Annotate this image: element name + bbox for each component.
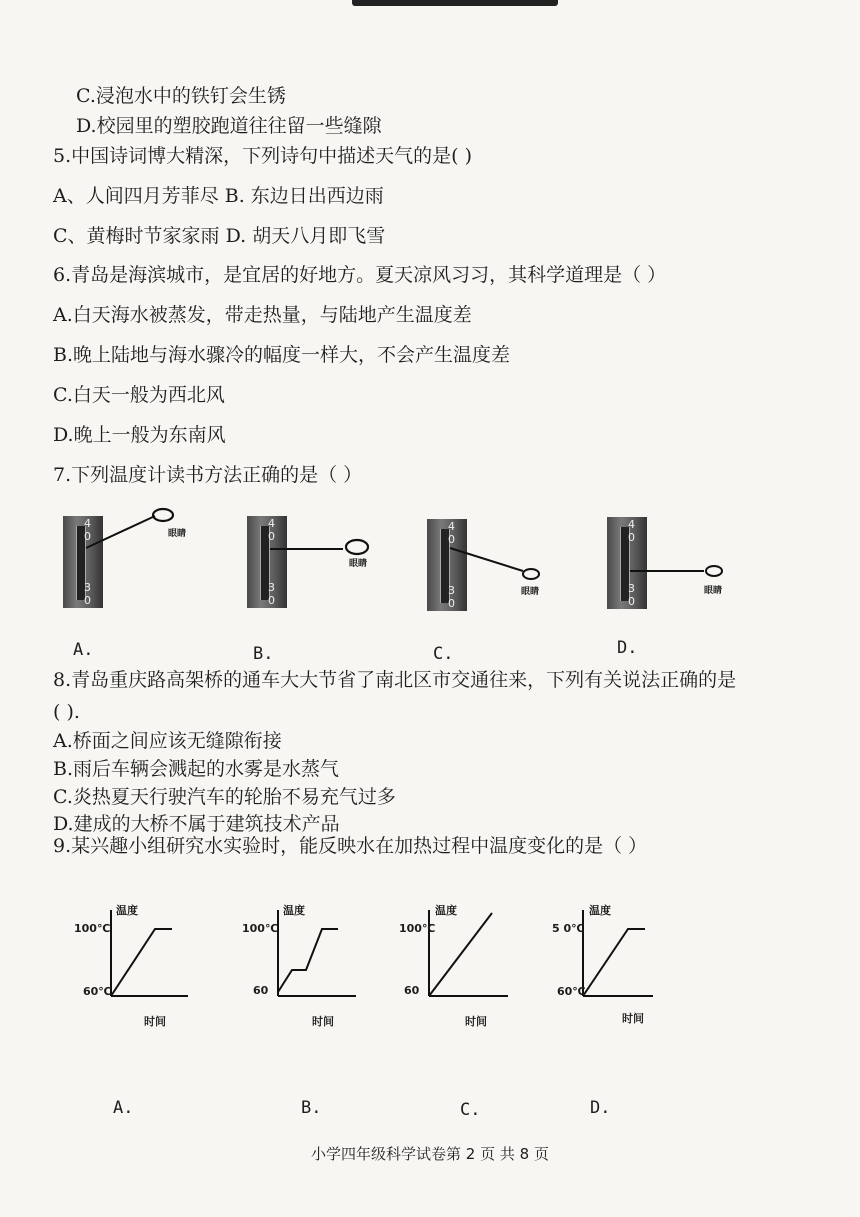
q6-option-b: B.晚上陆地与海水骤冷的幅度一样大，不会产生温度差 xyxy=(53,344,511,366)
graph-y-top-tick: 100℃ xyxy=(242,922,279,935)
q9-option-b-label: B. xyxy=(301,1098,322,1118)
question-8: 8.青岛重庆路高架桥的通车大大节省了南北区市交通往来，下列有关说法正确的是 xyxy=(53,669,737,691)
q9-graph-a xyxy=(111,910,188,996)
sight-line xyxy=(450,548,523,571)
graph-y-top-tick: 100℃ xyxy=(74,922,111,935)
graph-y-axis-label: 温度 xyxy=(589,904,611,917)
question-5: 5.中国诗词博大精深，下列诗句中描述天气的是( ) xyxy=(53,145,472,167)
graph-y-bottom-tick: 60 xyxy=(253,984,269,997)
eye-icon xyxy=(706,566,722,576)
question-6: 6.青岛是海滨城市，是宜居的好地方。夏天凉风习习，其科学道理是（ ） xyxy=(53,264,667,286)
q7-option-c-label: C. xyxy=(433,644,454,664)
q7-option-d-label: D. xyxy=(617,638,638,658)
q6-option-c: C.白天一般为西北风 xyxy=(53,384,225,406)
graph-y-axis-label: 温度 xyxy=(435,904,457,917)
q9-option-d-label: D. xyxy=(590,1098,611,1118)
graph-x-axis-label: 时间 xyxy=(622,1012,644,1025)
eye-label: 眼睛 xyxy=(521,587,540,597)
q9-graph-c xyxy=(429,910,508,996)
q8-option-c: C.炎热夏天行驶汽车的轮胎不易充气过多 xyxy=(53,786,396,808)
thermometer: 4 0 3 0 xyxy=(607,517,647,609)
graph-y-bottom-tick: 60 xyxy=(404,984,420,997)
graph-y-bottom-tick: 60℃ xyxy=(557,985,586,998)
thermometer: 4 0 3 0 xyxy=(247,516,287,608)
eye-label: 眼睛 xyxy=(349,559,368,569)
q8-option-a: A.桥面之间应该无缝隙衔接 xyxy=(53,730,282,752)
sight-line xyxy=(86,516,155,548)
question-7: 7.下列温度计读书方法正确的是（ ） xyxy=(53,464,363,486)
q8-option-d: D.建成的大桥不属于建筑技术产品 xyxy=(53,813,340,835)
q6-option-d: D.晚上一般为东南风 xyxy=(53,424,226,446)
q9-graph-d xyxy=(583,910,653,996)
graph-y-top-tick: 100℃ xyxy=(399,922,436,935)
q5-options-cd: C、黄梅时节家家雨 D. 胡天八月即飞雪 xyxy=(53,225,386,247)
q8-paren: ( ). xyxy=(53,701,80,723)
q7-option-b-label: B. xyxy=(253,644,274,664)
eye-icon xyxy=(523,569,539,579)
q4-option-d: D.校园里的塑胶跑道往往留一些缝隙 xyxy=(76,115,382,137)
question-9: 9.某兴趣小组研究水实验时，能反映水在加热过程中温度变化的是（ ） xyxy=(53,835,648,857)
graph-y-axis-label: 温度 xyxy=(116,904,138,917)
page-footer: 小学四年级科学试卷第 2 页 共 8 页 xyxy=(311,1145,549,1163)
q5-options-ab: A、人间四月芳菲尽 B. 东边日出西边雨 xyxy=(53,185,384,207)
graph-x-axis-label: 时间 xyxy=(312,1015,334,1028)
graph-x-axis-label: 时间 xyxy=(465,1015,487,1028)
graph-x-axis-label: 时间 xyxy=(144,1015,166,1028)
graph-y-axis-label: 温度 xyxy=(283,904,305,917)
q9-option-a-label: A. xyxy=(113,1098,134,1118)
q4-option-c: C.浸泡水中的铁钉会生锈 xyxy=(76,85,286,107)
q6-option-a: A.白天海水被蒸发，带走热量，与陆地产生温度差 xyxy=(53,304,472,326)
eye-label: 眼睛 xyxy=(168,529,187,539)
thermometer: 4 0 3 0 xyxy=(427,519,467,611)
thermometer: 4 0 3 0 xyxy=(63,516,103,608)
graph-y-top-tick: 5 0℃ xyxy=(552,922,585,935)
q9-option-c-label: C. xyxy=(460,1100,481,1120)
eye-icon xyxy=(153,509,173,521)
q7-option-a-label: A. xyxy=(73,640,94,660)
q8-option-b: B.雨后车辆会溅起的水雾是水蒸气 xyxy=(53,758,340,780)
q9-graph-b xyxy=(278,910,356,996)
eye-icon xyxy=(346,540,368,554)
eye-label: 眼睛 xyxy=(704,586,723,596)
graph-y-bottom-tick: 60℃ xyxy=(83,985,112,998)
